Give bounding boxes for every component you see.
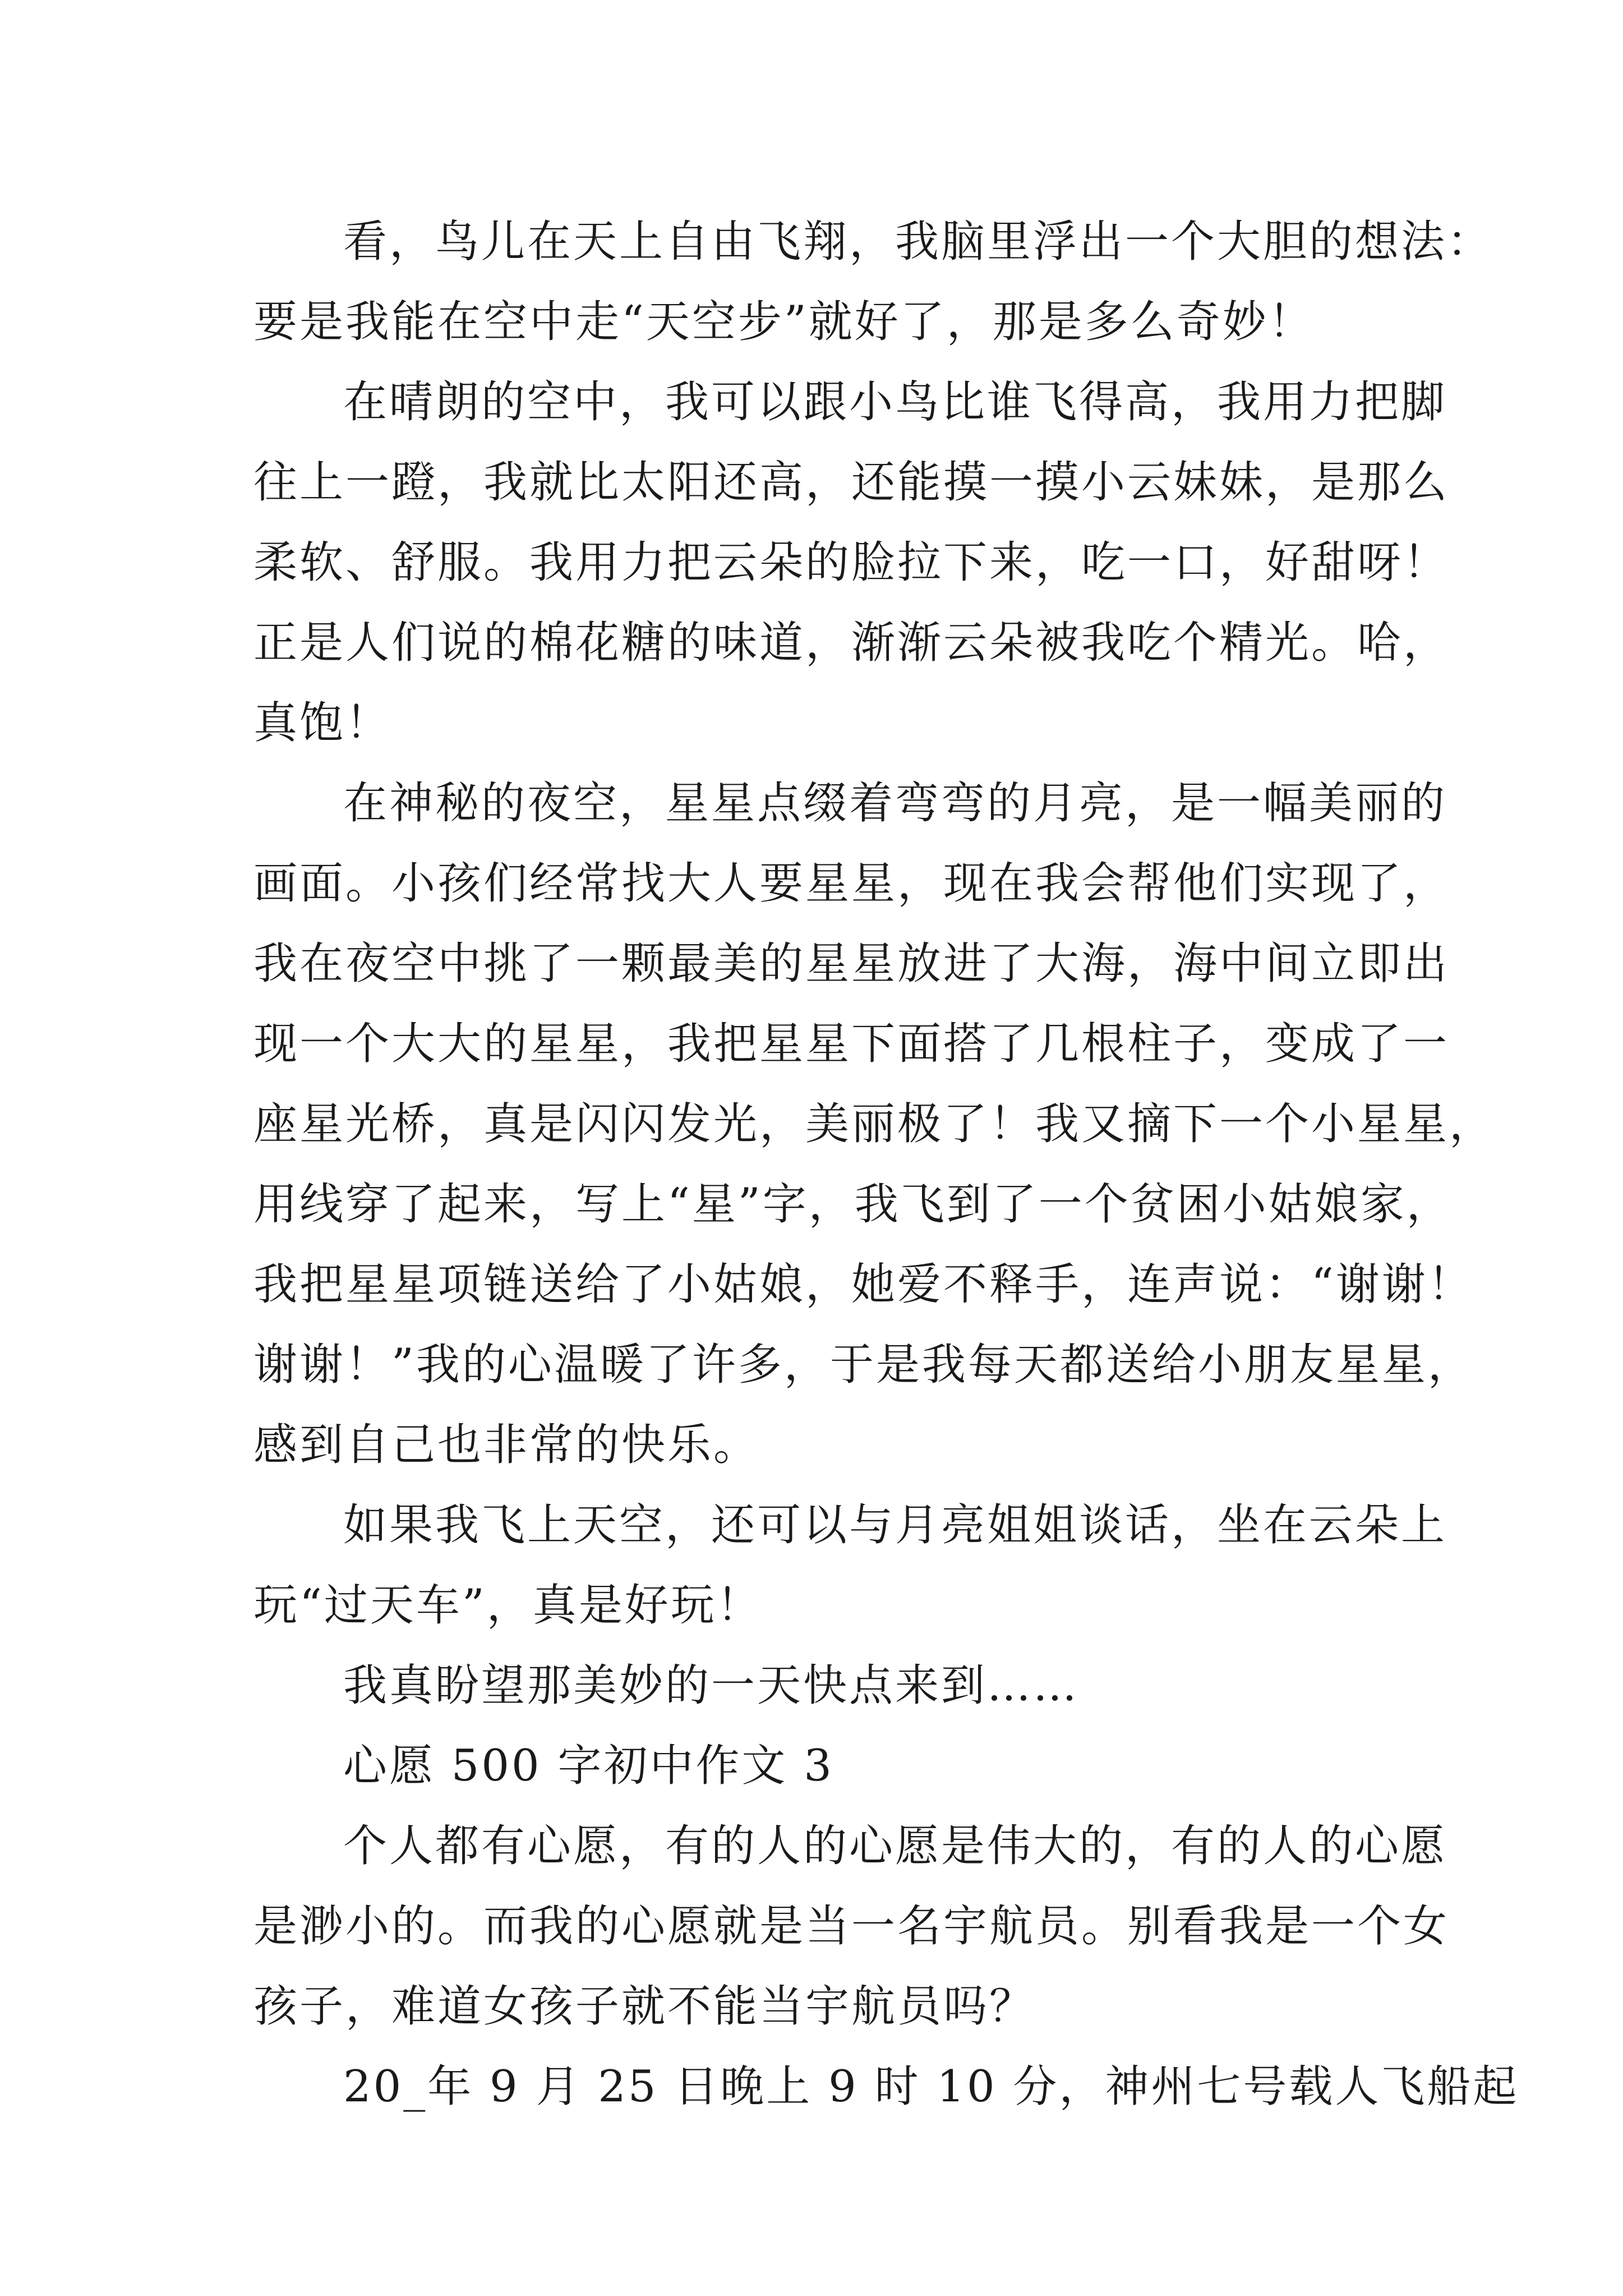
- text-line: 我在夜空中挑了一颗最美的星星放进了大海，海中间立即出: [253, 938, 1450, 989]
- text-line: 现一个大大的星星，我把星星下面搭了几根柱子，变成了一: [253, 1019, 1450, 1069]
- text-line: 20_年 9 月 25 日晚上 9 时 10 分，神州七号载人飞船起: [343, 2062, 1519, 2112]
- paragraph: [253, 1485, 1447, 1646]
- text-line: 我真盼望那美妙的一天快点来到……: [343, 1660, 1080, 1711]
- text-line: 在神秘的夜空，星星点缀着弯弯的月亮，是一幅美丽的: [343, 778, 1447, 829]
- text-line: 个人都有心愿，有的人的心愿是伟大的，有的人的心愿: [343, 1821, 1447, 1871]
- paragraph: [253, 362, 1450, 763]
- paragraph: [253, 1646, 1375, 1726]
- paragraph: [253, 763, 1496, 1485]
- paragraph: [253, 1806, 1450, 2047]
- text-line: 感到自己也非常的快乐。: [253, 1420, 760, 1470]
- paragraph: [253, 202, 1493, 362]
- text-line: 玩“过天车”，真是好玩！: [253, 1580, 763, 1631]
- document-body: [253, 202, 1519, 2127]
- text-line: 孩子，难道女孩子就不能当宇航员吗？: [253, 1981, 1036, 2032]
- paragraph: [253, 2047, 1519, 2127]
- text-line: 看，鸟儿在天上自由飞翔，我脑里浮出一个大胆的想法：: [343, 217, 1493, 267]
- text-line: 是渺小的。而我的心愿就是当一名宇航员。别看我是一个女: [253, 1901, 1450, 1952]
- text-line: 用线穿了起来，写上“星”字，我飞到了一个贫困小姑娘家，: [253, 1179, 1453, 1230]
- text-line: 往上一蹬，我就比太阳还高，还能摸一摸小云妹妹，是那么: [253, 457, 1450, 508]
- text-line: 如果我飞上天空，还可以与月亮姐姐谈话，坐在云朵上: [343, 1500, 1447, 1550]
- text-line: 要是我能在空中走“天空步”就好了，那是多么奇妙！: [253, 297, 1315, 347]
- text-line: 在晴朗的空中，我可以跟小鸟比谁飞得高，我用力把脚: [343, 377, 1447, 427]
- text-line: 座星光桥，真是闪闪发光，美丽极了！我又摘下一个小星星，: [253, 1099, 1496, 1149]
- text-line: 谢谢！”我的心温暖了许多，于是我每天都送给小朋友星星，: [253, 1340, 1474, 1390]
- heading-line: 心愿 500 字初中作文 3: [343, 1741, 834, 1791]
- text-line: 画面。小孩们经常找大人要星星，现在我会帮他们实现了，: [253, 858, 1450, 909]
- section-heading: [253, 1726, 1375, 1806]
- text-line: 真饱！: [253, 698, 392, 748]
- text-line: 柔软、舒服。我用力把云朵的脸拉下来，吃一口，好甜呀！: [253, 537, 1450, 588]
- text-line: 我把星星项链送给了小姑娘，她爱不释手，连声说：“谢谢！: [253, 1259, 1474, 1310]
- text-line: 正是人们说的棉花糖的味道，渐渐云朵被我吃个精光。哈，: [253, 618, 1450, 668]
